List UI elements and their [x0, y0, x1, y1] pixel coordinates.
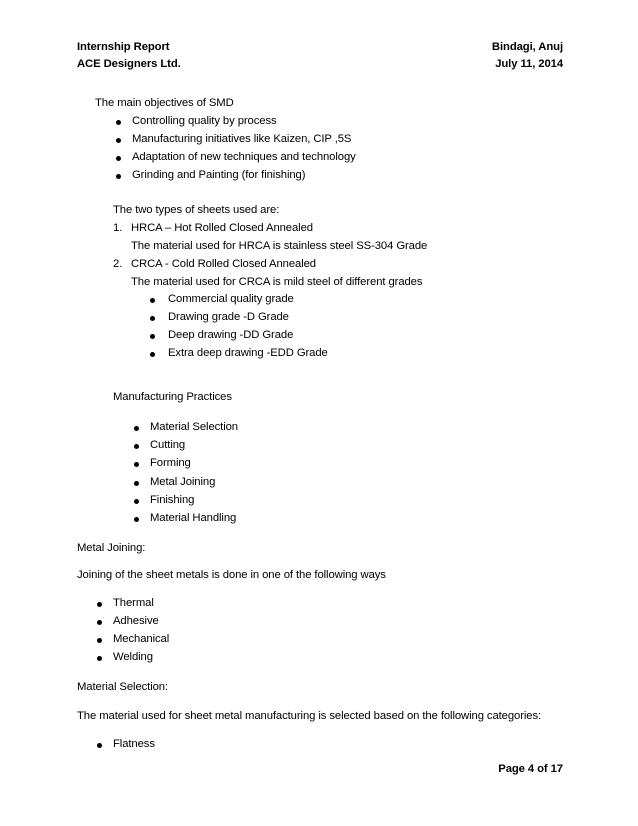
bullet-icon: [134, 517, 139, 522]
list-number: 1.: [113, 222, 123, 234]
bullet-icon: [97, 638, 102, 643]
bullet-icon: [134, 426, 139, 431]
header-author: Bindagi, Anuj: [491, 41, 563, 53]
list-item: Deep drawing -DD Grade: [168, 329, 294, 341]
header-date: July 11, 2014: [495, 58, 563, 70]
sheet-type-hrca: HRCA – Hot Rolled Closed Annealed: [131, 222, 313, 234]
list-item: Controlling quality by process: [132, 115, 277, 127]
bullet-icon: [134, 481, 139, 486]
bullet-icon: [116, 120, 121, 125]
list-item: Welding: [113, 651, 153, 663]
bullet-icon: [116, 138, 121, 143]
list-item: Thermal: [113, 597, 154, 609]
list-item: Flatness: [113, 738, 155, 750]
list-item: Grinding and Painting (for finishing): [132, 169, 306, 181]
list-item: Mechanical: [113, 633, 170, 645]
page-number: Page 4 of 17: [498, 763, 563, 775]
list-item: Cutting: [150, 439, 186, 451]
selection-heading: Material Selection:: [77, 681, 169, 693]
list-item: Forming: [150, 457, 191, 469]
selection-intro: The material used for sheet metal manufacturing is selected based on the following categories:: [77, 710, 542, 722]
smd-heading: The main objectives of SMD: [95, 97, 234, 109]
list-item: Material Handling: [150, 512, 237, 524]
list-item: Manufacturing initiatives like Kaizen, CIP ,5S: [132, 133, 352, 145]
list-item: Adhesive: [113, 615, 159, 627]
bullet-icon: [116, 156, 121, 161]
bullet-icon: [134, 499, 139, 504]
bullet-icon: [134, 462, 139, 467]
bullet-icon: [150, 352, 155, 357]
list-number: 2.: [113, 258, 123, 270]
bullet-icon: [97, 743, 102, 748]
practices-heading: Manufacturing Practices: [113, 391, 232, 403]
bullet-icon: [116, 174, 121, 179]
bullet-icon: [97, 602, 102, 607]
bullet-icon: [134, 444, 139, 449]
bullet-icon: [150, 316, 155, 321]
list-item: Extra deep drawing -EDD Grade: [168, 347, 328, 359]
list-item: Commercial quality grade: [168, 293, 294, 305]
bullet-icon: [97, 656, 102, 661]
bullet-icon: [150, 334, 155, 339]
list-item: Finishing: [150, 494, 195, 506]
joining-heading: Metal Joining:: [77, 542, 146, 554]
bullet-icon: [97, 620, 102, 625]
sheets-heading: The two types of sheets used are:: [113, 204, 280, 216]
list-item: Material Selection: [150, 421, 238, 433]
header-company: ACE Designers Ltd.: [77, 58, 181, 70]
list-item: Adaptation of new techniques and technology: [132, 151, 356, 163]
sheet-type-hrca-detail: The material used for HRCA is stainless steel SS-304 Grade: [131, 240, 428, 252]
bullet-icon: [150, 298, 155, 303]
sheet-type-crca-detail: The material used for CRCA is mild steel of different grades: [131, 276, 423, 288]
header-report-title: Internship Report: [77, 41, 170, 53]
sheet-type-crca: CRCA - Cold Rolled Closed Annealed: [131, 258, 316, 270]
list-item: Metal Joining: [150, 476, 216, 488]
list-item: Drawing grade -D Grade: [168, 311, 289, 323]
joining-intro: Joining of the sheet metals is done in one of the following ways: [77, 569, 386, 581]
